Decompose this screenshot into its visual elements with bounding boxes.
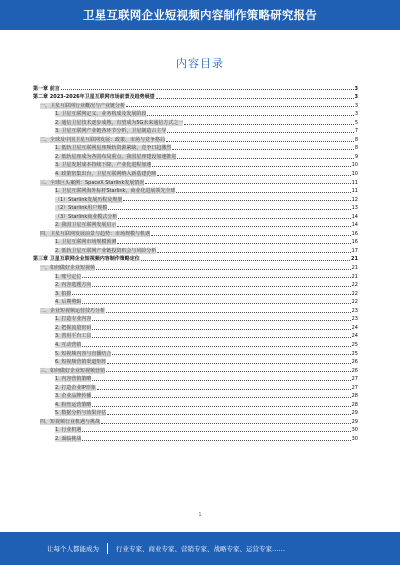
toc-entry[interactable]	[33, 322, 358, 331]
footer-slogan: 让每个人都能成为	[47, 545, 99, 553]
toc-entry[interactable]	[33, 117, 358, 126]
toc-entry-title: 4. 互动营销	[55, 341, 82, 348]
toc-entry[interactable]	[33, 92, 358, 101]
toc-entry-title: 2. 通信卫星技术逐步成熟，有望成为5G未来通信方式之一	[55, 119, 184, 126]
toc-entry-title: 二、全球及中国卫星互联网发展：政策、市场与竞争格局	[40, 136, 166, 143]
toc-entry[interactable]	[33, 211, 358, 220]
toc-entry-title: 第二章 2023-2026年卫星互联网市场前景及趋势展望	[33, 94, 155, 101]
toc-leader-dots	[166, 141, 354, 142]
toc-entry[interactable]	[33, 151, 358, 160]
toc-entry-title: 1. 低轨卫星互联网星座频轨资源紧缺，竞争日趋激烈	[55, 145, 172, 152]
toc-heading: 内容目录	[176, 57, 224, 70]
toc-entry-page: 29	[351, 418, 358, 425]
toc-leader-dots	[157, 252, 350, 253]
toc-leader-dots	[82, 431, 350, 432]
toc-entry[interactable]	[33, 254, 358, 263]
toc-entry[interactable]	[33, 416, 358, 425]
toc-leader-dots	[108, 209, 350, 210]
toc-leader-dots	[97, 389, 351, 390]
toc-leader-dots	[106, 312, 351, 313]
toc-leader-dots	[107, 414, 350, 415]
toc-leader-dots	[72, 294, 350, 295]
toc-entry-page: 22	[351, 299, 358, 306]
toc-entry[interactable]	[33, 134, 358, 143]
toc-leader-dots	[145, 183, 350, 184]
toc-entry[interactable]	[33, 357, 358, 366]
toc-entry[interactable]	[33, 348, 358, 357]
toc-entry-page: 24	[351, 333, 358, 340]
toc-entry-page: 3	[354, 85, 358, 92]
toc-entry[interactable]	[33, 100, 358, 109]
toc-entry[interactable]	[33, 399, 358, 408]
toc-entry-title: 6. 短视频营销渠道矩阵	[55, 359, 107, 366]
toc-entry-title: 4. 粉丝运营策略	[55, 401, 92, 408]
toc-entry-page: 8	[354, 136, 358, 143]
toc-entry-page: 22	[351, 282, 358, 289]
toc-entry[interactable]	[33, 237, 358, 246]
toc-entry-page: 21	[351, 256, 358, 263]
toc-leader-dots	[82, 303, 350, 304]
toc-entry-title: （3）Starlink商业模式分析	[55, 213, 118, 220]
toc-entry[interactable]	[33, 391, 358, 400]
toc-leader-dots	[61, 89, 354, 90]
toc-entry-title: （1）Starlink发展历程及规划	[55, 196, 123, 203]
toc-leader-dots	[117, 226, 350, 227]
toc-leader-dots	[117, 243, 350, 244]
page-number: 1	[198, 512, 202, 518]
toc-leader-dots	[92, 397, 350, 398]
toc-entry-title: 2. 我国卫星互联网发展启示	[55, 222, 117, 229]
toc-leader-dots	[184, 124, 353, 125]
toc-entry[interactable]	[33, 177, 358, 186]
toc-entry-page: 25	[351, 341, 358, 348]
toc-leader-dots	[172, 149, 353, 150]
toc-entry-title: 2. 把握流量密码	[55, 324, 92, 331]
toc-entry-page: 10	[351, 162, 358, 169]
toc-leader-dots	[92, 286, 350, 287]
toc-entry-title: 2. 低轨卫星互联网产业链投资机会与风险分析	[55, 247, 157, 254]
toc-leader-dots	[147, 115, 353, 116]
toc-entry[interactable]	[33, 365, 358, 374]
toc-entry-title: 二、企业短视频运营技巧分析	[40, 307, 106, 314]
toc-leader-dots	[112, 354, 350, 355]
toc-leader-dots	[106, 371, 351, 372]
toc-leader-dots	[167, 132, 353, 133]
toc-entry-page: 16	[351, 239, 358, 246]
toc-entry-title: 四、短视频行业机遇与挑战	[40, 418, 101, 425]
toc-entry[interactable]	[33, 339, 358, 348]
toc-entry-page: 7	[354, 128, 358, 135]
toc-entry-title: 1. 内容营销策略	[55, 376, 92, 383]
toc-leader-dots	[141, 260, 350, 261]
toc-entry-page: 11	[351, 179, 358, 186]
toc-leader-dots	[82, 277, 350, 278]
toc-entry-title: 4. 后期剪辑	[55, 299, 82, 306]
toc-entry[interactable]	[33, 271, 358, 280]
toc-entry-title: 2. 面临挑战	[55, 435, 82, 442]
toc-entry-page: 11	[351, 188, 358, 195]
toc-entry-page: 30	[351, 435, 358, 442]
toc-entry-title: 5. 数据分析与效果评估	[55, 410, 107, 417]
toc-entry-page: 14	[351, 222, 358, 229]
toc-entry-title: （2）Starlink用户规模	[55, 205, 108, 212]
toc-leader-dots	[107, 363, 350, 364]
toc-leader-dots	[92, 337, 350, 338]
toc-entry-title: 3. 善用平台工具	[55, 333, 92, 340]
toc-entry-page: 29	[351, 410, 358, 417]
toc-entry-page: 23	[351, 316, 358, 323]
toc-leader-dots	[92, 320, 350, 321]
toc-entry-title: 3. 卫星发射成本持续下降，产业化进程加速	[55, 162, 152, 169]
toc-entry-page: 3	[354, 102, 358, 109]
footer-roles: 行业专家、商业专家、营销专家、战略专家、运营专家……	[116, 545, 285, 553]
report-header-bar	[0, 0, 400, 30]
toc-leader-dots	[92, 329, 350, 330]
toc-leader-dots	[92, 406, 350, 407]
toc-entry-page: 22	[351, 290, 358, 297]
toc-entry[interactable]	[33, 408, 358, 417]
toc-entry-title: 三、如何做好企业短视频营销	[40, 367, 106, 374]
toc-entry-page: 28	[351, 401, 358, 408]
toc-leader-dots	[82, 440, 350, 441]
toc-leader-dots	[123, 200, 350, 201]
toc-entry[interactable]	[33, 83, 358, 92]
toc-entry-title: 4. 政策密集出台，卫星互联网纳入新基建范畴	[55, 171, 157, 178]
toc-entry-page: 3	[354, 94, 358, 101]
toc-entry[interactable]	[33, 331, 358, 340]
toc-entry[interactable]	[33, 203, 358, 212]
toc-entry-page: 13	[351, 205, 358, 212]
toc-entry[interactable]	[33, 143, 358, 152]
toc-entry-title: 三、全球巨头案例：SpaceX Starlink发展情况	[40, 179, 145, 186]
toc-entry[interactable]	[33, 109, 358, 118]
toc-entry-page: 9	[354, 153, 358, 160]
toc-entry-page: 26	[351, 359, 358, 366]
toc-entry[interactable]	[33, 433, 358, 442]
toc-entry[interactable]	[33, 228, 358, 237]
toc-entry[interactable]	[33, 220, 358, 229]
toc-entry[interactable]	[33, 297, 358, 306]
toc-leader-dots	[82, 346, 350, 347]
footer-divider	[107, 543, 108, 554]
toc-entry-title: 3. 企业品牌传播	[55, 393, 92, 400]
toc-entry-page: 21	[351, 273, 358, 280]
toc-leader-dots	[157, 175, 350, 176]
toc-entry[interactable]	[33, 194, 358, 203]
toc-entry-title: 第三章 卫星互联网企业短视频内容制作策略定位	[33, 256, 140, 263]
toc-leader-dots	[152, 166, 350, 167]
toc-leader-dots	[177, 158, 353, 159]
toc-entry-page: 17	[351, 247, 358, 254]
toc-entry-page: 26	[351, 367, 358, 374]
toc-entry[interactable]	[33, 374, 358, 383]
toc-leader-dots	[101, 423, 351, 424]
footer-bar	[0, 532, 400, 565]
toc-entry-title: 一、卫星互联网行业概况与产业链分析	[40, 102, 126, 109]
toc-entry-page: 30	[351, 427, 358, 434]
toc-entry[interactable]	[33, 245, 358, 254]
toc-entry-title: 第一章 前言	[33, 85, 60, 92]
toc-entry-title: 1. 卫星互联网定义、业务构成及发展阶段	[55, 111, 147, 118]
toc-entry-title: 5. 短视频内容与直播结合	[55, 350, 112, 357]
toc-entry[interactable]	[33, 168, 358, 177]
toc-entry-title: 1. 行业机遇	[55, 427, 82, 434]
toc-entry-page: 16	[351, 230, 358, 237]
toc-entry[interactable]	[33, 262, 358, 271]
toc-entry-page: 3	[354, 111, 358, 118]
toc-entry-title: 1. 账号定位	[55, 273, 82, 280]
toc-entry-page: 8	[354, 145, 358, 152]
table-of-contents	[33, 83, 358, 442]
toc-entry-title: 1. 卫星互联网市场规模预测	[55, 239, 117, 246]
toc-entry[interactable]	[33, 305, 358, 314]
toc-leader-dots	[96, 269, 351, 270]
toc-leader-dots	[156, 98, 354, 99]
toc-entry-title: 2. 打造企业IP形象	[55, 384, 96, 391]
toc-leader-dots	[92, 380, 350, 381]
toc-entry[interactable]	[33, 314, 358, 323]
toc-entry-title: 2. 低轨星座成为各国布局重点，我国星座建设加速推进	[55, 153, 177, 160]
report-title: 卫星互联网企业短视频内容制作策略研究报告	[83, 8, 317, 22]
toc-entry[interactable]	[33, 382, 358, 391]
toc-entry[interactable]	[33, 425, 358, 434]
toc-entry-title: 2. 内容选题方向	[55, 282, 92, 289]
toc-entry[interactable]	[33, 288, 358, 297]
toc-entry-page: 10	[351, 171, 358, 178]
toc-entry-title: 3. 卫星互联网产业链各环节分析，卫星制造占主导	[55, 128, 167, 135]
toc-entry-page: 24	[351, 324, 358, 331]
toc-entry-page: 21	[351, 265, 358, 272]
toc-entry-page: 14	[351, 213, 358, 220]
toc-entry-page: 27	[351, 384, 358, 391]
toc-entry-title: 1. 打造专业内容	[55, 316, 92, 323]
toc-leader-dots	[176, 192, 350, 193]
toc-entry[interactable]	[33, 280, 358, 289]
toc-entry-page: 5	[354, 119, 358, 126]
toc-entry-page: 27	[351, 376, 358, 383]
toc-entry-page: 23	[351, 307, 358, 314]
toc-entry-title: 1. 卫星互联网海外标杆Starlink，商业化进展领先全球	[55, 188, 176, 195]
toc-leader-dots	[118, 218, 350, 219]
toc-entry-title: 3. 拍摄	[55, 290, 72, 297]
toc-leader-dots	[126, 106, 354, 107]
toc-entry-title: 四、卫星互联网发展前景与趋势：市场规模与机遇	[40, 230, 151, 237]
toc-entry-page: 25	[351, 350, 358, 357]
toc-leader-dots	[151, 235, 351, 236]
toc-entry-page: 28	[351, 393, 358, 400]
toc-entry[interactable]	[33, 160, 358, 169]
toc-entry[interactable]	[33, 126, 358, 135]
toc-entry-page: 12	[351, 196, 358, 203]
toc-entry[interactable]	[33, 186, 358, 195]
toc-entry-title: 一、如何做好企业短视频	[40, 265, 96, 272]
